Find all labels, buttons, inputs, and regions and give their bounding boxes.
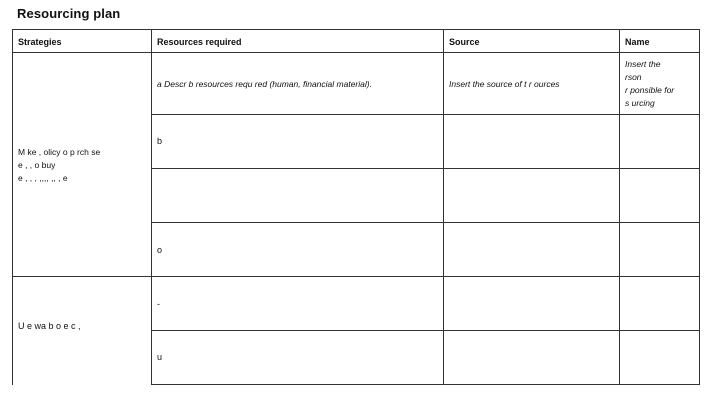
table-left-border (12, 29, 13, 385)
header-source: Source (449, 37, 480, 47)
row-1-bottom-border (151, 114, 700, 115)
row-2-resource: b (157, 136, 163, 146)
table-top-border (12, 29, 700, 30)
row-4-resource: o (157, 245, 163, 255)
row-5-bottom-border (151, 330, 700, 331)
row-6-resource: u (157, 352, 163, 362)
page-title: Resourcing plan (17, 6, 121, 21)
row-3-bottom-border (151, 222, 700, 223)
header-bottom-border (12, 52, 700, 53)
strategy-2-text: U e wa b o e c , (18, 321, 81, 331)
row-2-bottom-border (151, 168, 700, 169)
strategy-1-bottom-border (12, 276, 700, 277)
row-5-resource: - (157, 299, 160, 309)
resources-column-divider (443, 29, 444, 385)
table-right-border (699, 29, 700, 385)
row-1-resource: a Descr b resources requ red (human, financial material). (157, 79, 372, 89)
header-strategies: Strategies (18, 37, 62, 47)
table-bottom-border (151, 384, 700, 385)
source-column-divider (619, 29, 620, 385)
strategies-column-divider (151, 29, 152, 385)
row-1-name: Insert the rson r ponsible for s urcing (625, 59, 675, 108)
row-1-source: Insert the source of t r ources (449, 79, 560, 89)
strategy-1-text: M ke , olicy o p rch se e , , o buy e , , , ,,,, ,, , e (18, 147, 101, 183)
header-name: Name (625, 37, 650, 47)
header-resources-required: Resources required (157, 37, 242, 47)
